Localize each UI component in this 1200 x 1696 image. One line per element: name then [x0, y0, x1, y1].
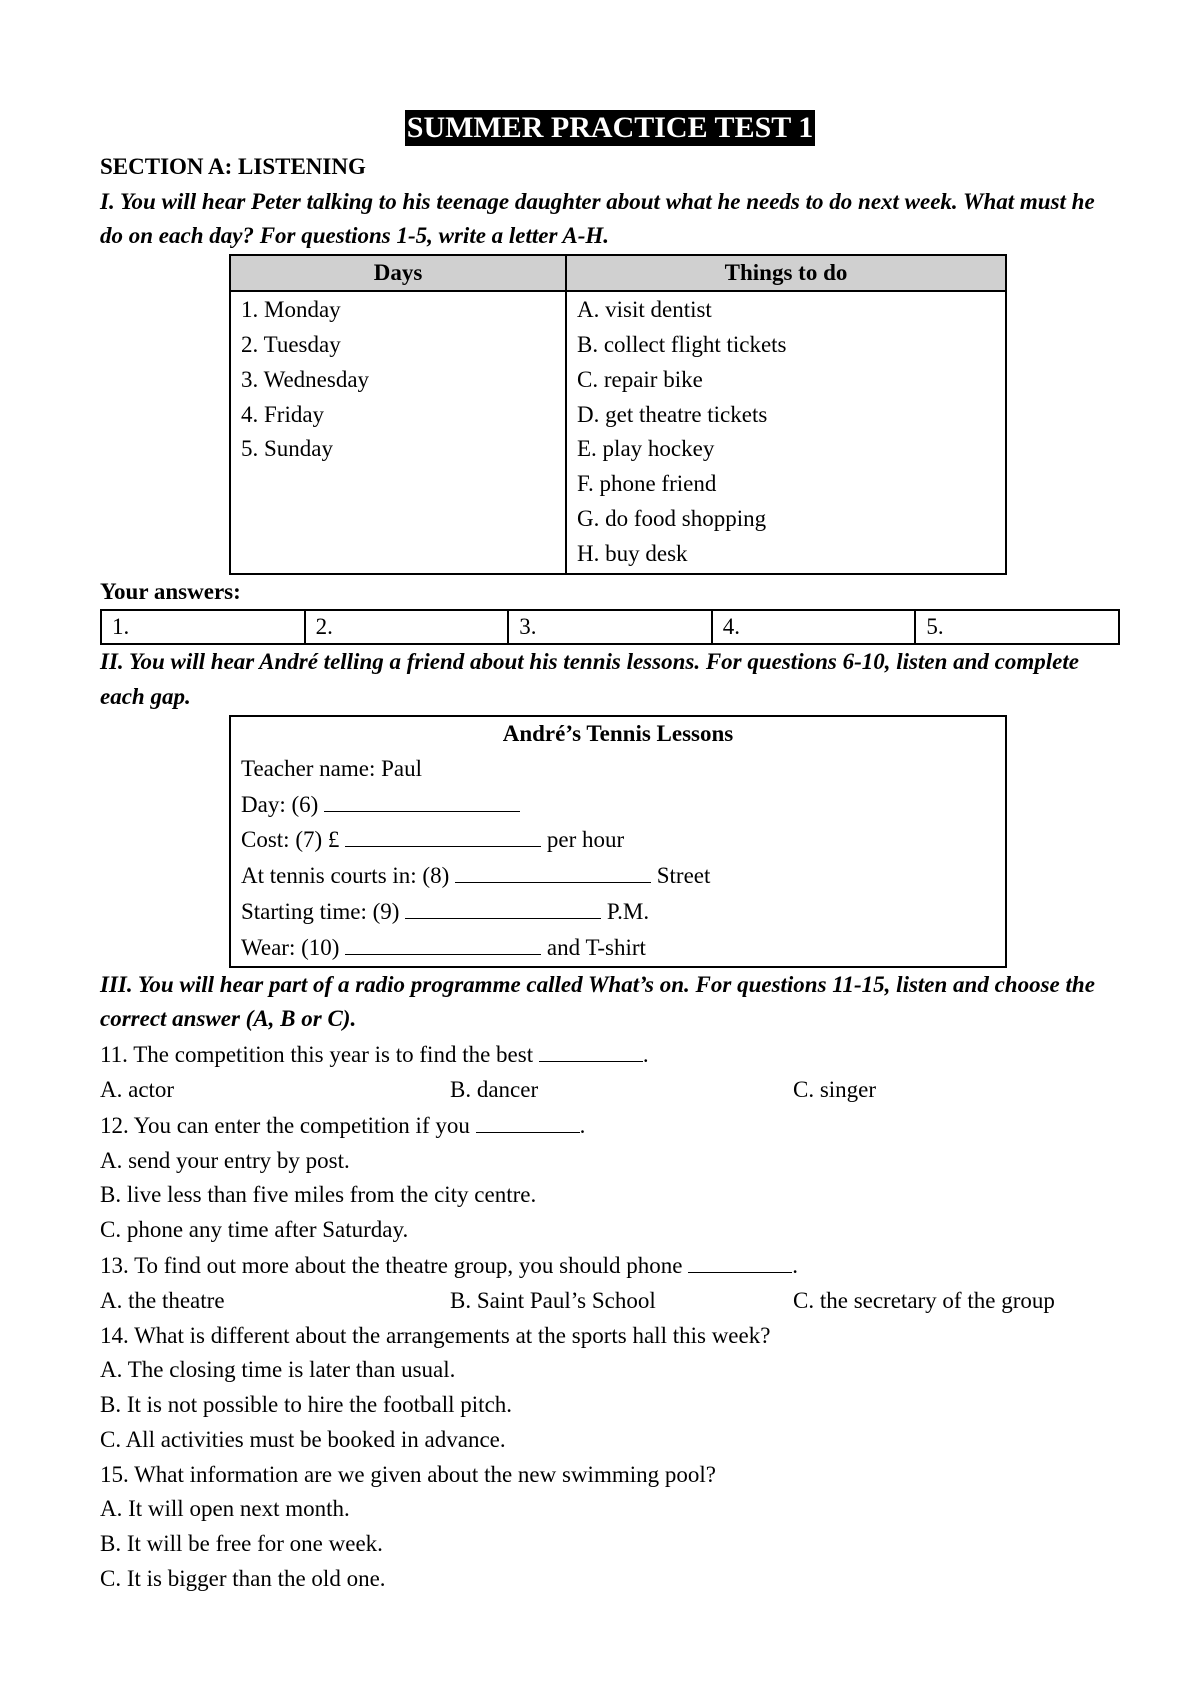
gap-9-blank[interactable] [405, 894, 601, 919]
courts-suffix: Street [656, 863, 711, 889]
day-line [241, 787, 995, 823]
option-b[interactable]: B. live less than five miles from the city centre. [100, 1182, 537, 1208]
start-suffix: P.M. [606, 898, 650, 924]
day-item: 2. Tuesday [241, 331, 341, 357]
tennis-box-title: André’s Tennis Lessons [502, 720, 734, 746]
day-item: 4. Friday [241, 401, 325, 427]
cost-label: Cost: (7) £ [241, 827, 340, 853]
question-14: 14. What is different about the arrangements at the sports hall this week? [100, 1322, 771, 1348]
question-11-blank[interactable] [539, 1037, 643, 1062]
part3-instruction: III. You will hear part of a radio programme called What’s on. For questions 11-15, listen and choose the correct answer (A, B or C). [100, 971, 1095, 1032]
question-11: 11. The competition this year is to find the best . [100, 1037, 1120, 1073]
wear-line [241, 930, 995, 966]
cost-line [241, 822, 995, 858]
option-c[interactable]: C. the secretary of the group [793, 1287, 1055, 1313]
option-a[interactable]: A. send your entry by post. [100, 1147, 350, 1173]
start-line [241, 894, 995, 930]
day-item: 3. Wednesday [241, 366, 370, 392]
answer-cell[interactable]: 4. [712, 610, 916, 644]
question-13-text: 13. To find out more about the theatre group, you should phone [100, 1252, 683, 1278]
question-11-options [100, 1073, 1120, 1108]
answer-cell[interactable]: 2. [305, 610, 509, 644]
title-wrap [100, 110, 1120, 148]
question-11-text: 11. The competition this year is to find the best [100, 1042, 534, 1068]
wear-suffix: and T-shirt [546, 934, 646, 960]
day-label: Day: (6) [241, 791, 319, 817]
days-cell [230, 291, 566, 573]
thing-item: E. play hockey [577, 436, 715, 462]
question-12-text: 12. You can enter the competition if you [100, 1112, 470, 1138]
thing-item: D. get theatre tickets [577, 401, 768, 427]
option-b[interactable]: B. dancer [450, 1076, 539, 1102]
start-label: Starting time: (9) [241, 898, 400, 924]
option-c[interactable]: C. It is bigger than the old one. [100, 1566, 386, 1592]
thing-item: G. do food shopping [577, 505, 767, 531]
option-c[interactable]: C. All activities must be booked in advance. [100, 1426, 506, 1452]
option-a[interactable]: A. the theatre [100, 1287, 225, 1313]
option-a[interactable]: A. The closing time is later than usual. [100, 1357, 456, 1383]
day-item: 1. Monday [241, 297, 341, 323]
answers-table [100, 609, 1120, 645]
days-tasks-table [229, 254, 1007, 574]
question-12-blank[interactable] [476, 1108, 580, 1133]
option-c[interactable]: C. singer [793, 1076, 877, 1102]
wear-label: Wear: (10) [241, 934, 340, 960]
worksheet-page [100, 110, 1120, 1597]
part2-instruction: II. You will hear André telling a friend about his tennis lessons. For questions 6-10, listen and complete each gap. [100, 649, 1079, 710]
question-15: 15. What information are we given about the new swimming pool? [100, 1461, 716, 1487]
things-header: Things to do [566, 255, 1006, 291]
question-13-blank[interactable] [688, 1248, 792, 1273]
option-b[interactable]: B. It is not possible to hire the football pitch. [100, 1392, 513, 1418]
question-12: 12. You can enter the competition if you . [100, 1108, 1120, 1144]
option-c[interactable]: C. phone any time after Saturday. [100, 1217, 409, 1243]
gap-10-blank[interactable] [345, 930, 541, 955]
answer-cell[interactable]: 3. [508, 610, 712, 644]
your-answers-label: Your answers: [100, 578, 241, 604]
gap-8-blank[interactable] [455, 858, 651, 883]
option-a[interactable]: A. actor [100, 1076, 175, 1102]
cost-suffix: per hour [546, 827, 625, 853]
teacher-line: Teacher name: Paul [241, 755, 423, 781]
gap-7-blank[interactable] [345, 822, 541, 847]
thing-item: C. repair bike [577, 366, 703, 392]
section-heading: SECTION A: LISTENING [100, 153, 366, 179]
option-a[interactable]: A. It will open next month. [100, 1496, 350, 1522]
question-13-options [100, 1284, 1120, 1319]
answers-row [101, 610, 1119, 644]
courts-label: At tennis courts in: (8) [241, 863, 450, 889]
table-header-row [230, 255, 1006, 291]
things-cell [566, 291, 1006, 573]
tennis-lessons-box [229, 715, 1007, 968]
thing-item: H. buy desk [577, 540, 688, 566]
gap-6-blank[interactable] [324, 787, 520, 812]
answer-cell[interactable]: 1. [101, 610, 305, 644]
part1-instruction: I. You will hear Peter talking to his teenage daughter about what he needs to do next week. What must he do on each day? For questions 1-5, write a letter A-H. [100, 188, 1095, 249]
answer-cell[interactable]: 5. [915, 610, 1119, 644]
option-b[interactable]: B. It will be free for one week. [100, 1531, 383, 1557]
thing-item: A. visit dentist [577, 297, 712, 323]
thing-item: F. phone friend [577, 471, 717, 497]
day-item: 5. Sunday [241, 436, 333, 462]
thing-item: B. collect flight tickets [577, 331, 787, 357]
question-13: 13. To find out more about the theatre group, you should phone . [100, 1248, 1120, 1284]
days-header: Days [230, 255, 566, 291]
option-b[interactable]: B. Saint Paul’s School [450, 1287, 656, 1313]
table-body-row [230, 291, 1006, 573]
courts-line [241, 858, 995, 894]
page-title: SUMMER PRACTICE TEST 1 [406, 111, 814, 144]
